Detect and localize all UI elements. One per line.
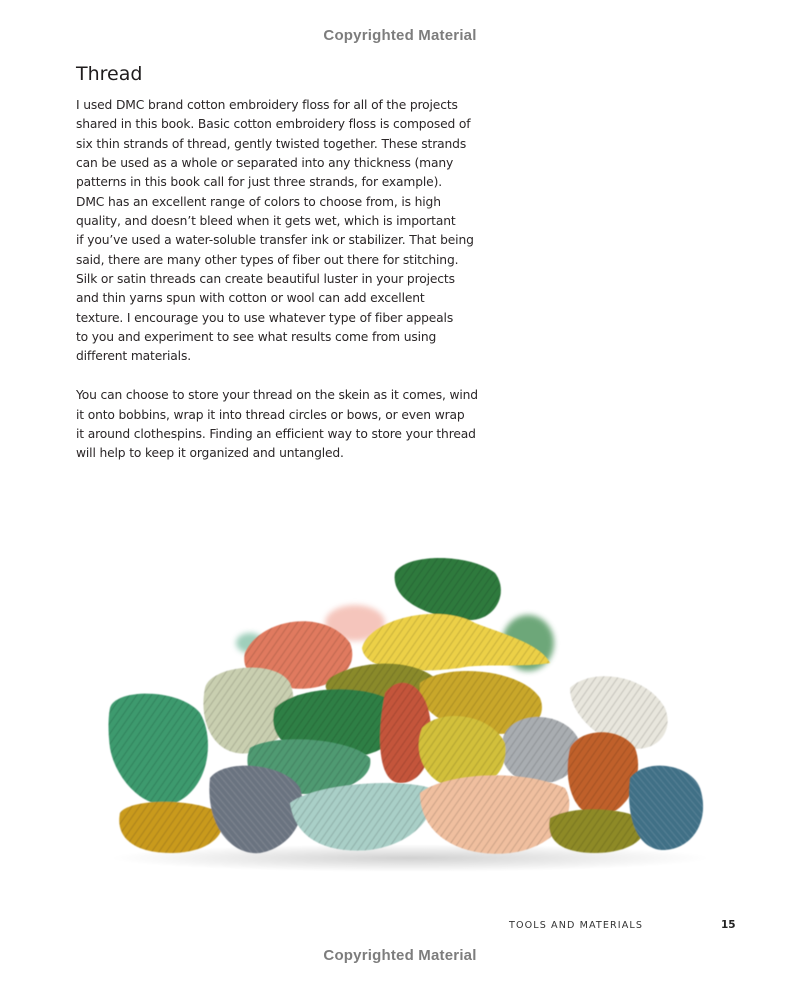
text-line: it onto bobbins, wrap it into thread circles or bows, or even wrap	[76, 407, 465, 422]
text-line: it around clothespins. Finding an efficient way to store your thread	[76, 426, 476, 441]
text-line: patterns in this book call for just three strands, for example).	[76, 175, 442, 190]
text-line: different materials.	[76, 349, 191, 364]
text-line: and thin yarns spun with cotton or wool can add excellent	[76, 291, 425, 306]
text-line: texture. I encourage you to use whatever type of fiber appeals	[76, 310, 454, 325]
copyright-watermark-bottom: Copyrighted Material	[323, 947, 477, 964]
text-line: can be used as a whole or separated into any thickness (many	[76, 156, 454, 171]
page-number: 15	[721, 919, 736, 931]
text-line: to you and experiment to see what results come from using	[76, 330, 437, 345]
text-line: said, there are many other types of fiber out there for stitching.	[76, 252, 459, 267]
paragraph-1	[76, 96, 516, 367]
text-line: will help to keep it organized and untangled.	[76, 446, 344, 461]
paragraph-spacer	[76, 367, 516, 386]
text-line: You can choose to store your thread on the skein as it comes, wind	[76, 388, 478, 403]
text-line: shared in this book. Basic cotton embroidery floss is composed of	[76, 117, 471, 132]
copyright-watermark-top: Copyrighted Material	[323, 27, 477, 44]
running-footer-section: TOOLS AND MATERIALS	[509, 920, 644, 931]
text-line: DMC has an excellent range of colors to choose from, is high	[76, 194, 441, 209]
text-line: six thin strands of thread, gently twisted together. These strands	[76, 136, 467, 151]
thread-skeins-photo	[100, 548, 720, 878]
text-line: I used DMC brand cotton embroidery floss for all of the projects	[76, 98, 458, 112]
text-line: if you’ve used a water-soluble transfer ink or stabilizer. That being	[76, 233, 474, 248]
section-heading: Thread	[76, 63, 143, 85]
text-line: quality, and doesn’t bleed when it gets wet, which is important	[76, 214, 456, 229]
paragraph-2	[76, 386, 516, 463]
body-text	[76, 96, 516, 464]
text-line: Silk or satin threads can create beautiful luster in your projects	[76, 272, 455, 287]
